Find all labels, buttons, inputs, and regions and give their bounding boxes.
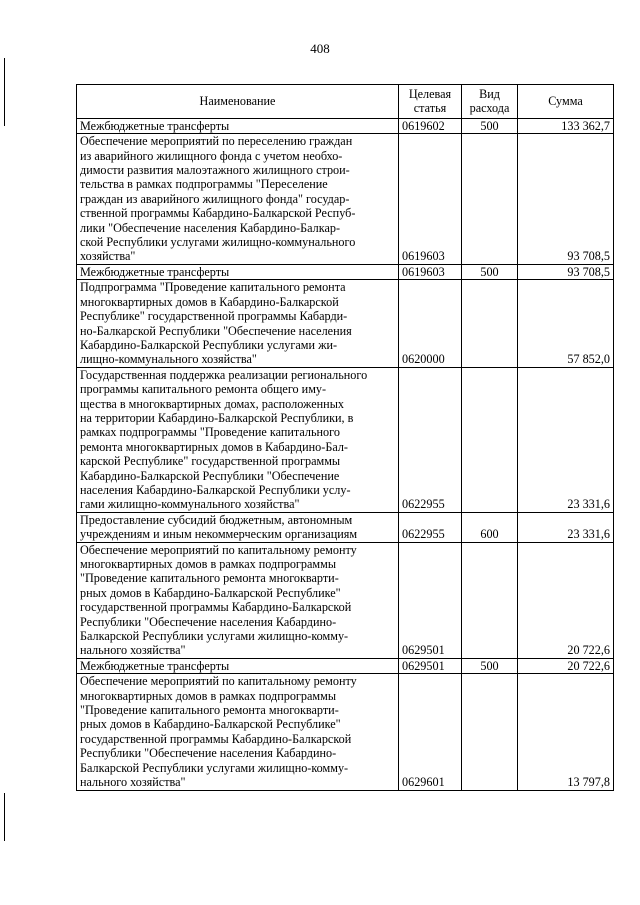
row-name-line: Кабардино-Балкарской Республики "Обеспечение bbox=[80, 468, 340, 483]
row-name-line: государственной программы Кабардино-Балкарской bbox=[80, 731, 352, 746]
header-amount: Сумма bbox=[518, 85, 614, 119]
row-name-line: карской Республике" государственной программы bbox=[80, 454, 341, 469]
row-amount: 13 797,8 bbox=[518, 674, 614, 790]
row-target-article: 0619603 bbox=[399, 264, 462, 279]
row-name-line: Межбюджетные трансферты bbox=[80, 264, 230, 279]
row-name-line: из аварийного жилищного фонда с учетом необхо- bbox=[80, 148, 343, 163]
row-amount: 57 852,0 bbox=[518, 280, 614, 367]
row-name-line: Балкарской Республики услугами жилищно-комму- bbox=[80, 760, 349, 775]
table-row bbox=[77, 118, 614, 133]
row-name bbox=[77, 542, 399, 658]
row-name bbox=[77, 280, 399, 367]
table-row bbox=[77, 658, 614, 673]
row-name-line: димости развития малоэтажного жилищного строи- bbox=[80, 163, 350, 178]
row-name-line: рамках подпрограммы "Проведение капитального bbox=[80, 425, 340, 440]
row-amount: 133 362,7 bbox=[518, 118, 614, 133]
row-amount: 23 331,6 bbox=[518, 512, 614, 542]
row-name-line: Межбюджетные трансферты bbox=[80, 658, 230, 673]
row-amount: 20 722,6 bbox=[518, 542, 614, 658]
row-name bbox=[77, 512, 399, 542]
row-name bbox=[77, 367, 399, 512]
row-name-line: Государственная поддержка реализации регионального bbox=[80, 367, 368, 382]
row-name-line: ремонта многоквартирных домов в Кабардино-Бал- bbox=[80, 439, 348, 454]
row-name-line: ственной программы Кабардино-Балкарской Респуб- bbox=[80, 206, 356, 221]
row-expense-type: 500 bbox=[462, 264, 518, 279]
row-name bbox=[77, 674, 399, 790]
row-amount: 93 708,5 bbox=[518, 264, 614, 279]
row-name-line: Обеспечение мероприятий по переселению граждан bbox=[80, 134, 353, 149]
row-target-article: 0629601 bbox=[399, 674, 462, 790]
row-name-line: тельства в рамках подпрограммы "Переселение bbox=[80, 177, 328, 192]
header-expense-type: Вид расхода bbox=[462, 85, 518, 119]
row-name-line: но-Балкарской Республики "Обеспечение населения bbox=[80, 323, 352, 338]
row-name-line: "Проведение капитального ремонта многокварти- bbox=[80, 571, 339, 586]
row-expense-type bbox=[462, 367, 518, 512]
header-name: Наименование bbox=[77, 85, 399, 119]
row-expense-type bbox=[462, 280, 518, 367]
row-name-line: Республики "Обеспечение населения Кабардино- bbox=[80, 746, 337, 761]
row-name-line: рных домов в Кабардино-Балкарской Республике" bbox=[80, 585, 341, 600]
row-target-article: 0629501 bbox=[399, 542, 462, 658]
row-expense-type: 500 bbox=[462, 118, 518, 133]
scan-margin-line-top bbox=[4, 58, 5, 126]
table-row bbox=[77, 674, 614, 790]
row-name-line: Балкарской Республики услугами жилищно-комму- bbox=[80, 629, 349, 644]
row-expense-type bbox=[462, 674, 518, 790]
row-name-line: Республики "Обеспечение населения Кабардино- bbox=[80, 614, 337, 629]
row-name-line: Обеспечение мероприятий по капитальному ремонту bbox=[80, 674, 357, 689]
row-amount: 23 331,6 bbox=[518, 367, 614, 512]
budget-table bbox=[76, 84, 614, 791]
row-name-line: нального хозяйства" bbox=[80, 643, 186, 658]
row-name bbox=[77, 118, 399, 133]
row-target-article: 0629501 bbox=[399, 658, 462, 673]
row-target-article: 0622955 bbox=[399, 367, 462, 512]
row-name-line: щества в многоквартирных домах, расположенных bbox=[80, 396, 344, 411]
row-name-line: Обеспечение мероприятий по капитальному ремонту bbox=[80, 542, 357, 557]
row-name-line: лищно-коммунального хозяйства" bbox=[80, 352, 257, 367]
row-target-article: 0620000 bbox=[399, 280, 462, 367]
table-row bbox=[77, 367, 614, 512]
row-name-line: хозяйства" bbox=[80, 249, 136, 264]
row-name bbox=[77, 264, 399, 279]
row-name-line: граждан из аварийного жилищного фонда" государ- bbox=[80, 191, 350, 206]
page-number: 408 bbox=[310, 41, 330, 56]
row-expense-type: 600 bbox=[462, 512, 518, 542]
row-name-line: рных домов в Кабардино-Балкарской Республике" bbox=[80, 717, 341, 732]
row-amount: 20 722,6 bbox=[518, 658, 614, 673]
table-row bbox=[77, 542, 614, 658]
row-name-line: ской Республики услугами жилищно-коммунального bbox=[80, 235, 356, 250]
row-name-line: нального хозяйства" bbox=[80, 775, 186, 790]
row-name-line: "Проведение капитального ремонта многокварти- bbox=[80, 703, 339, 718]
row-name-line: лики "Обеспечение населения Кабардино-Балкар- bbox=[80, 220, 341, 235]
table-row bbox=[77, 280, 614, 367]
row-target-article: 0622955 bbox=[399, 512, 462, 542]
row-name-line: Республике" государственной программы Кабарди- bbox=[80, 309, 348, 324]
row-name-line: Предоставление субсидий бюджетным, автономным bbox=[80, 512, 353, 527]
table-row bbox=[77, 134, 614, 265]
table-header-row bbox=[77, 85, 614, 119]
row-name-line: на территории Кабардино-Балкарской Республики, в bbox=[80, 410, 354, 425]
header-target-article: Целевая статья bbox=[399, 85, 462, 119]
row-name bbox=[77, 658, 399, 673]
row-name-line: учреждениям и иным некоммерческим организациям bbox=[80, 527, 358, 542]
row-name-line: программы капитального ремонта общего иму- bbox=[80, 382, 327, 397]
row-target-article: 0619602 bbox=[399, 118, 462, 133]
row-name-line: Межбюджетные трансферты bbox=[80, 118, 230, 133]
row-name-line: государственной программы Кабардино-Балкарской bbox=[80, 600, 352, 615]
row-name-line: населения Кабардино-Балкарской Республики услу- bbox=[80, 482, 351, 497]
row-expense-type bbox=[462, 134, 518, 265]
row-name-line: многоквартирных домов в Кабардино-Балкарской bbox=[80, 294, 339, 309]
row-name-line: многоквартирных домов в рамках подпрограммы bbox=[80, 557, 337, 571]
row-name-line: Подпрограмма "Проведение капитального ремонта bbox=[80, 280, 346, 295]
table-row bbox=[77, 512, 614, 542]
row-expense-type bbox=[462, 542, 518, 658]
row-name-line: многоквартирных домов в рамках подпрограммы bbox=[80, 688, 337, 703]
row-name-line: Кабардино-Балкарской Республики услугами жи- bbox=[80, 337, 338, 352]
row-name bbox=[77, 134, 399, 265]
row-expense-type: 500 bbox=[462, 658, 518, 673]
row-name-line: гами жилищно-коммунального хозяйства" bbox=[80, 497, 300, 512]
table-body bbox=[77, 118, 614, 790]
table-row bbox=[77, 264, 614, 279]
scan-margin-line-bottom bbox=[4, 793, 5, 841]
row-amount: 93 708,5 bbox=[518, 134, 614, 265]
row-target-article: 0619603 bbox=[399, 134, 462, 265]
